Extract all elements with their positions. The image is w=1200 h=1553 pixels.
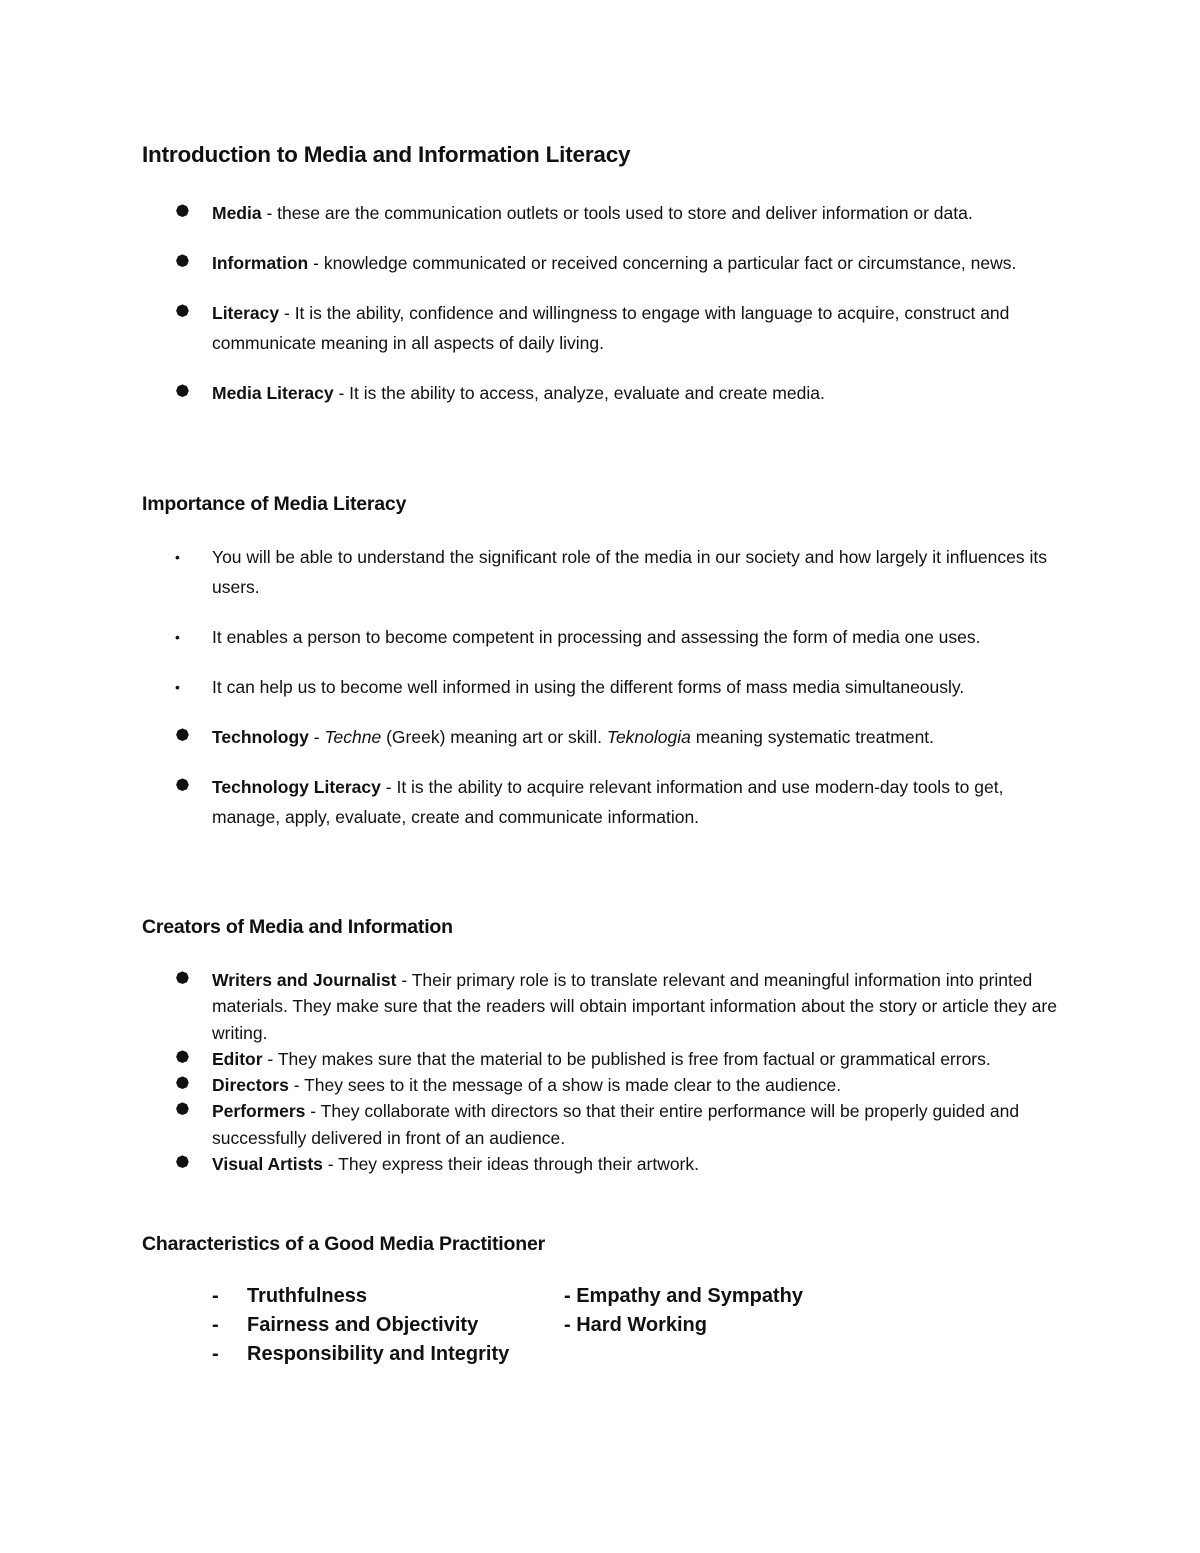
- importance-point: • You will be able to understand the significant role of the media in our society and how largely it influences its users.: [0, 542, 1072, 602]
- creator-term: Visual Artists: [212, 1154, 323, 1175]
- creator-item: ⯄ Directors - They sees to it the message of a show is made clear to the audience.: [0, 1072, 1072, 1098]
- creator-term: Performers: [212, 1101, 306, 1122]
- creator-text: They express their ideas through their artwork.: [338, 1154, 700, 1175]
- page-title: Introduction to Media and Information Literacy: [142, 142, 631, 167]
- arrow-bullet-icon: ⯄: [176, 304, 189, 321]
- arrow-bullet-icon: ⯄: [176, 1049, 189, 1067]
- importance-list: [0, 542, 1200, 832]
- definition-technology-literacy: ⯄ Technology Literacy - It is the ability to acquire relevant information and use modern-day tools to get, manage, apply, evaluate, create and communicate information.: [0, 772, 1072, 832]
- creator-term: Writers and Journalist: [212, 970, 397, 990]
- definition-text: It is the ability, confidence and willingness to engage with language to acquire, construct and communicate meaning in all aspects of daily living.: [212, 303, 1010, 353]
- definition-literacy: ⯄ Literacy - It is the ability, confidence and willingness to engage with language to acquire, construct and communicate meaning in all aspects of daily living.: [0, 298, 1072, 358]
- characteristic-item: Fairness and Objectivity: [247, 1314, 479, 1336]
- arrow-bullet-icon: ⯄: [176, 384, 189, 401]
- definition-technology: ⯄ Technology - Techne (Greek) meaning art or skill. Teknologia meaning systematic treatment.: [0, 722, 1072, 752]
- importance-point: • It enables a person to become competent in processing and assessing the form of media one uses.: [0, 622, 1072, 652]
- importance-point: • It can help us to become well informed in using the different forms of mass media simultaneously.: [0, 672, 1072, 702]
- arrow-bullet-icon: ⯄: [176, 1076, 189, 1094]
- characteristics-row: - Truthfulness - Empathy and Sympathy: [0, 1282, 1200, 1311]
- definition-media-literacy: ⯄ Media Literacy - It is the ability to access, analyze, evaluate and create media.: [0, 378, 1072, 408]
- creators-list: [0, 967, 1200, 1177]
- characteristic-item: - Hard Working: [564, 1314, 707, 1336]
- definition-text: these are the communication outlets or tools used to store and deliver information or data.: [277, 203, 973, 223]
- creator-item: ⯄ Performers - They collaborate with directors so that their entire performance will be properly guided and successfully delivered in front of an audience.: [0, 1098, 1072, 1151]
- characteristic-item: - Empathy and Sympathy: [564, 1285, 803, 1307]
- teknologia-term: Teknologia: [606, 727, 691, 747]
- creators-heading: Creators of Media and Information: [142, 916, 453, 938]
- characteristics-row: - Fairness and Objectivity - Hard Working: [0, 1311, 1200, 1340]
- dot-bullet-icon: •: [175, 549, 180, 565]
- arrow-bullet-icon: ⯄: [176, 1155, 189, 1173]
- techne-term: Techne: [324, 727, 382, 747]
- definition-information: ⯄ Information - knowledge communicated or received concerning a particular fact or circumstance, news.: [0, 248, 1072, 278]
- creator-term: Editor: [212, 1048, 263, 1069]
- arrow-bullet-icon: ⯄: [176, 254, 189, 271]
- creator-text: They makes sure that the material to be published is free from factual or grammatical errors.: [277, 1048, 991, 1069]
- characteristic-item: Truthfulness: [247, 1285, 368, 1307]
- arrow-bullet-icon: ⯄: [176, 1102, 189, 1120]
- definition-text: knowledge communicated or received concerning a particular fact or circumstance, news.: [323, 253, 1017, 273]
- characteristics-list: [0, 1282, 1200, 1369]
- definition-media: ⯄ Media - these are the communication outlets or tools used to store and deliver information or data.: [0, 198, 1072, 228]
- definition-term: Information: [212, 253, 309, 273]
- definition-term: Media: [212, 203, 262, 223]
- arrow-bullet-icon: ⯄: [176, 728, 189, 745]
- creator-item: ⯄ Visual Artists - They express their ideas through their artwork.: [0, 1151, 1072, 1177]
- arrow-bullet-icon: ⯄: [176, 778, 189, 795]
- creator-text: They collaborate with directors so that their entire performance will be properly guided and successfully delivered in front of an audience.: [212, 1101, 1020, 1148]
- creator-text: They sees to it the message of a show is made clear to the audience.: [304, 1075, 842, 1096]
- characteristics-row: - Responsibility and Integrity: [0, 1340, 1200, 1369]
- creator-item: ⯄ Editor - They makes sure that the material to be published is free from factual or grammatical errors.: [0, 1046, 1072, 1072]
- definition-term: Media Literacy: [212, 383, 334, 403]
- characteristics-heading: Characteristics of a Good Media Practitioner: [142, 1233, 545, 1255]
- importance-heading: Importance of Media Literacy: [142, 493, 407, 515]
- dot-bullet-icon: •: [175, 629, 180, 645]
- creator-term: Directors: [212, 1075, 289, 1096]
- definitions-list: [0, 198, 1200, 408]
- arrow-bullet-icon: ⯄: [176, 204, 189, 221]
- definition-term: Literacy: [212, 303, 280, 323]
- dot-bullet-icon: •: [175, 679, 180, 695]
- creator-text: Their primary role is to translate relevant and meaningful information into printed materials. They make sure that the readers will obtain important information about the story or article they are writing.: [212, 970, 1057, 1043]
- definition-text: It is the ability to acquire relevant information and use modern-day tools to get, manage, apply, evaluate, create and communicate information.: [212, 777, 1004, 827]
- creator-item: ⯄ Writers and Journalist - Their primary role is to translate relevant and meaningful information into printed materials. They make sure that the readers will obtain important information about the story or article they are writing.: [0, 967, 1072, 1046]
- characteristic-item: Responsibility and Integrity: [247, 1343, 510, 1365]
- definition-text: It is the ability to access, analyze, evaluate and create media.: [349, 383, 825, 403]
- arrow-bullet-icon: ⯄: [176, 971, 189, 988]
- definition-term: Technology: [212, 727, 309, 747]
- definition-term: Technology Literacy: [212, 777, 381, 797]
